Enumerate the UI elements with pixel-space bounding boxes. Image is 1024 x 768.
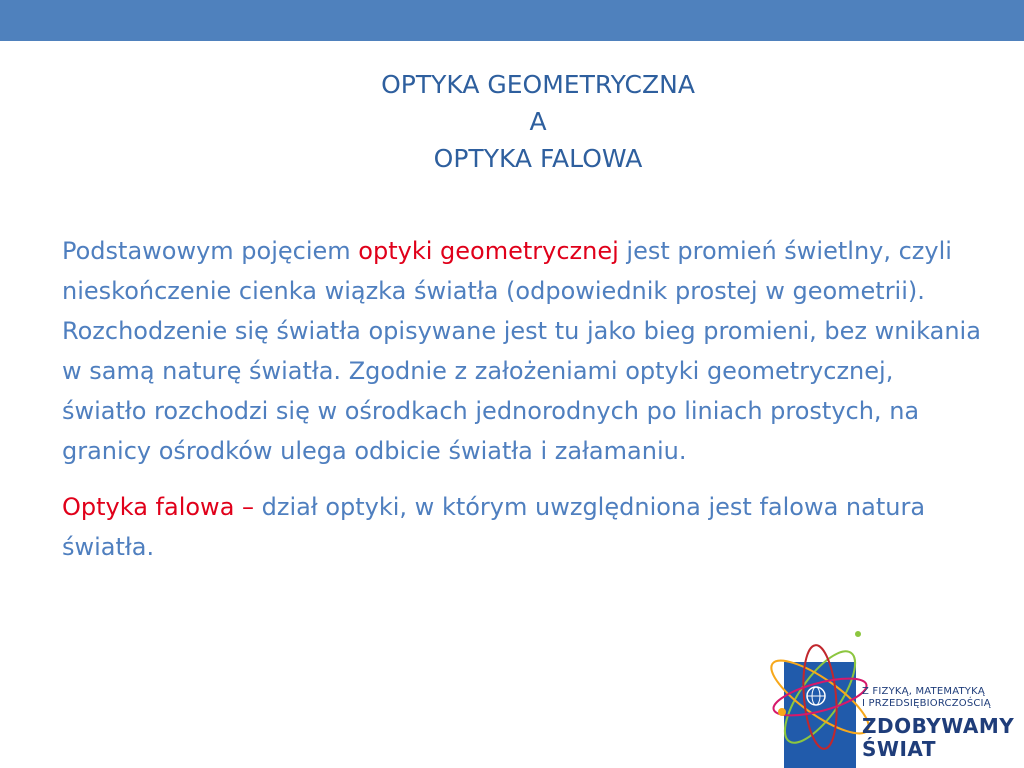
paragraph-wave-optics [62, 487, 982, 567]
para2-dash: – [234, 493, 262, 521]
logo-text [862, 686, 1014, 761]
title-line-1: OPTYKA GEOMETRYCZNA [381, 70, 695, 99]
top-bar [0, 0, 1024, 41]
slide-content [62, 231, 982, 567]
paragraph-geometric-optics [62, 231, 982, 471]
para2-highlight: Optyka falowa [62, 493, 235, 521]
title-line-3: OPTYKA FALOWA [433, 144, 643, 173]
title-line-2: A [529, 107, 547, 136]
para2-rest: dział optyki, w którym uwzględniona jest falowa natura światła. [62, 493, 926, 561]
logo-line-3: ZDOBYWAMY [862, 714, 1015, 738]
logo-line-1: Z FIZYKĄ, MATEMATYKĄ [862, 686, 985, 697]
para1-rest: jest promień świetlny, czyli nieskończenie cienka wiązka światła (odpowiednik prostej w geometrii). Rozchodzenie się światła opisywane jest tu jako bieg promieni, bez wnikania w samą naturę światła. Zgodnie z założeniami optyki geometrycznej, światło rozchodzi się w ośrodkach jednorodnych po liniach prostych, na granicy ośrodków ulega odbicie światła i załamaniu. [62, 237, 981, 465]
para1-highlight: optyki geometrycznej [358, 237, 619, 265]
slide-title [0, 66, 1024, 177]
logo-line-2: I PRZEDSIĘBIORCZOŚCIĄ [862, 698, 991, 709]
para1-lead: Podstawowym pojęciem [62, 237, 359, 265]
logo-line-4: ŚWIAT [862, 737, 936, 761]
